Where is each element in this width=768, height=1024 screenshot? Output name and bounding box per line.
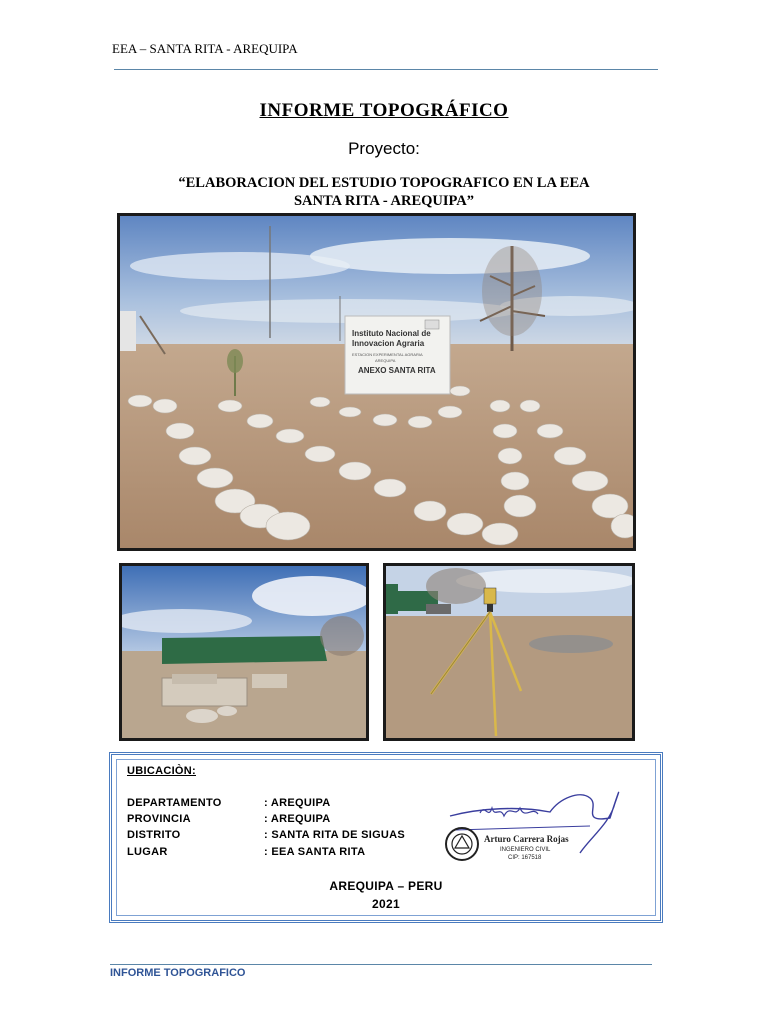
footer-divider: [110, 964, 652, 965]
main-site-photo: [117, 213, 636, 551]
label-lugar: LUGAR: [127, 846, 168, 858]
document-subtitle: Proyecto:: [348, 139, 420, 158]
value-departamento: : AREQUIPA: [264, 797, 331, 809]
document-title: INFORME TOPOGRÁFICO: [259, 100, 509, 121]
sign-line-3: ESTACION EXPERIMENTAL AGRARIA: [352, 352, 423, 357]
site-photo-wall: [119, 563, 369, 741]
location-heading: UBICACIÒN:: [127, 765, 196, 777]
project-name: [100, 174, 668, 210]
signature-role: INGENIERO CIVIL: [500, 847, 551, 853]
value-provincia: : AREQUIPA: [264, 813, 331, 825]
sign-line-1: Instituto Nacional de: [352, 329, 431, 338]
signature-name: Arturo Carrera Rojas: [484, 834, 569, 844]
value-lugar: : EEA SANTA RITA: [264, 846, 366, 858]
engineer-signature: [440, 778, 630, 868]
sign-line-2: Innovacion Agraria: [352, 339, 425, 348]
label-departamento: DEPARTAMENTO: [127, 797, 222, 809]
header-divider: [114, 69, 658, 70]
value-distrito: : SANTA RITA DE SIGUAS: [264, 829, 406, 841]
page-header: EEA – SANTA RITA - AREQUIPA: [112, 41, 298, 56]
project-name-line-2: SANTA RITA - AREQUIPA”: [293, 193, 475, 209]
document-year: 2021: [372, 897, 400, 911]
label-distrito: DISTRITO: [127, 829, 181, 841]
label-provincia: PROVINCIA: [127, 813, 191, 825]
sign-line-5: ANEXO SANTA RITA: [358, 366, 436, 375]
page-footer: INFORME TOPOGRAFICO: [110, 967, 246, 979]
location-city: AREQUIPA – PERU: [329, 879, 443, 893]
sign-line-4: AREQUIPA: [375, 358, 396, 363]
site-photo-total-station: [383, 563, 635, 741]
project-name-line-1: “ELABORACION DEL ESTUDIO TOPOGRAFICO EN LA EEA: [178, 175, 590, 191]
signature-cip: CIP: 167518: [508, 855, 542, 861]
